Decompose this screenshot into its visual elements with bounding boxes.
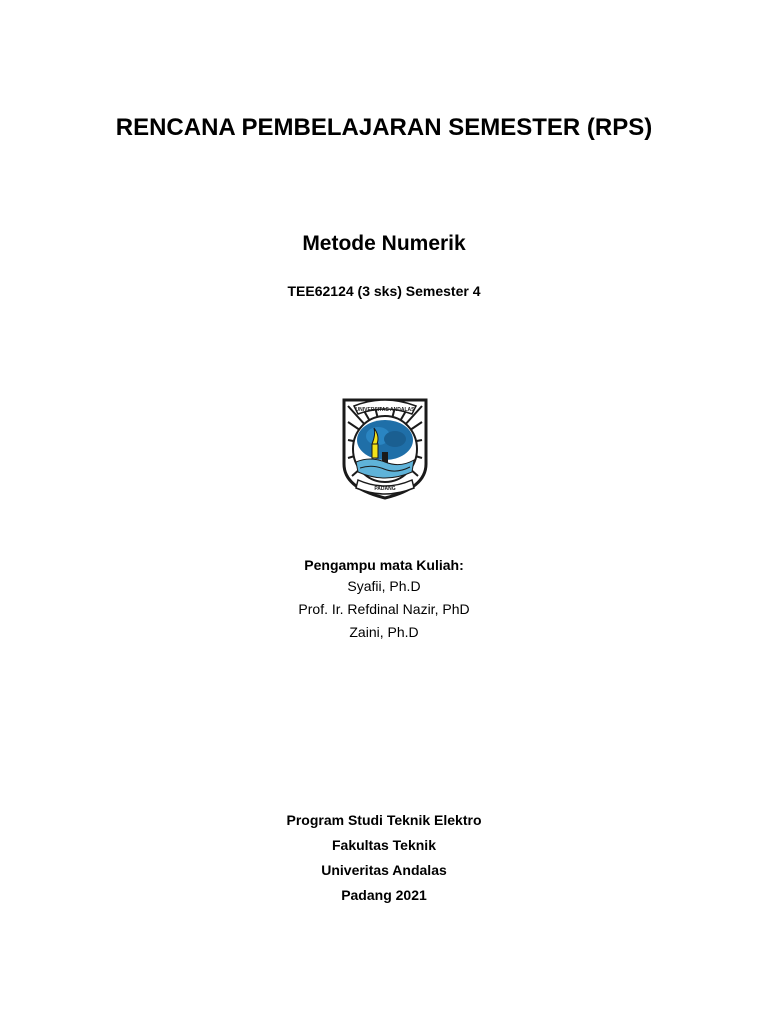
university: Univeritas Andalas (321, 862, 447, 878)
seal-bottom-text: PADANG (374, 486, 396, 492)
faculty: Fakultas Teknik (331, 837, 436, 853)
document-title: RENCANA PEMBELAJARAN SEMESTER (RPS) (115, 114, 653, 141)
institution-block (0, 808, 768, 908)
city-year: Padang 2021 (341, 887, 427, 903)
course-name: Metode Numerik (302, 232, 466, 255)
lecturer-name: Zaini, Ph.D (349, 624, 419, 640)
lecturer-name: Syafii, Ph.D (347, 578, 421, 594)
lecturers-heading: Pengampu mata Kuliah: (304, 557, 464, 573)
lecturer-name: Prof. Ir. Refdinal Nazir, PhD (298, 601, 470, 617)
study-program: Program Studi Teknik Elektro (286, 812, 482, 828)
lecturers-block (0, 555, 768, 644)
course-code: TEE62124 (3 sks) Semester 4 (287, 283, 481, 299)
seal-ring-text: UNIVERSITAS ANDALAS (355, 407, 415, 413)
university-seal-icon (340, 392, 430, 502)
